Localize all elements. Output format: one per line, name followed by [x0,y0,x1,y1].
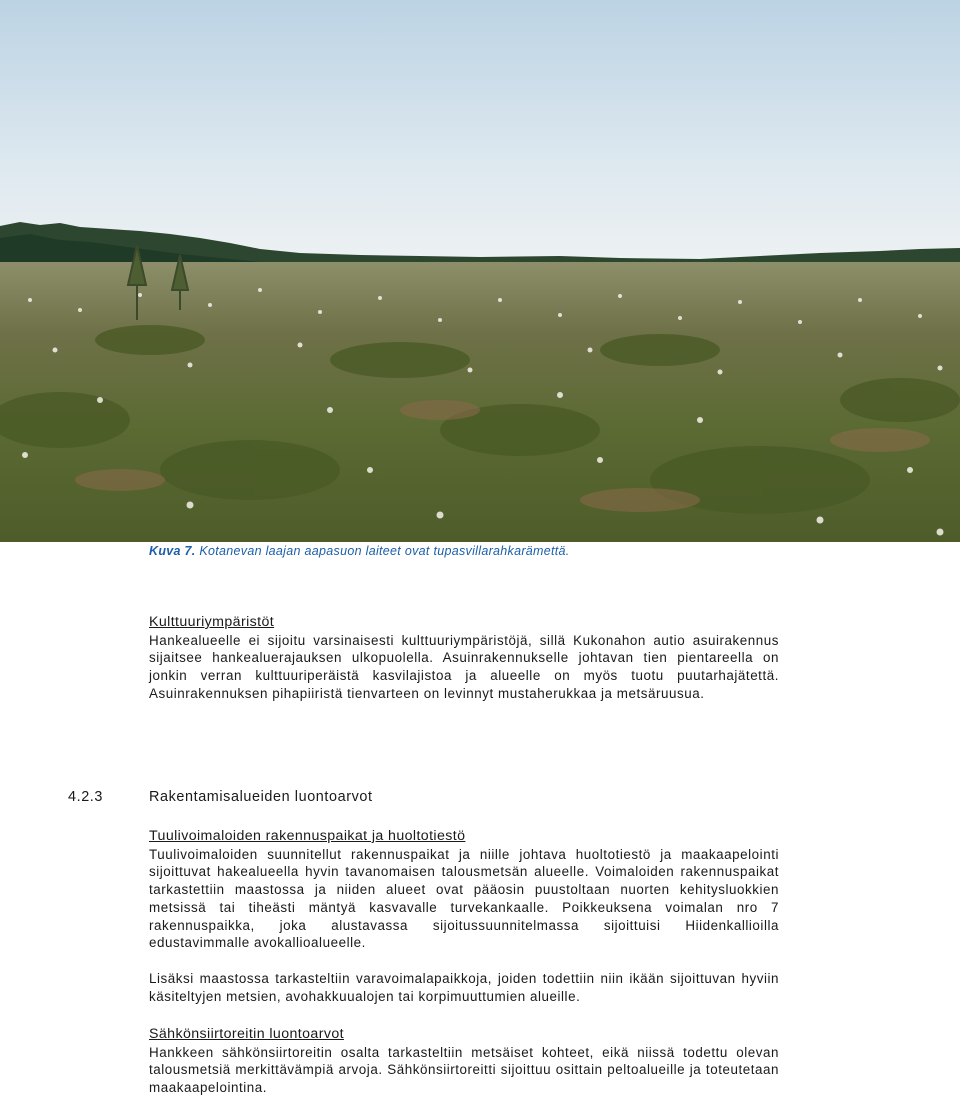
powerline-section [149,1026,779,1097]
section-title: Rakentamisalueiden luontoarvot [149,789,373,805]
cultural-paragraph: Hankealueelle ei sijoitu varsinaisesti kulttuuriympäristöjä, sillä Kukonahon autio asuirakennus sijaitsee hankealuerajauksen ulkopuolella. Asuinrakennukselle johtavan tien pientareella on jonkin verran kulttuuriperäistä kasvilajistoa ja alueelle on myös tuotu puutarhajätettä. Asuinrakennuksen pihapiiristä tienvarteen on levinnyt mustaherukkaa ja metsäruusua. [149,632,779,701]
turbine-section [149,828,779,1005]
cultural-heading: Kulttuuriympäristöt [149,614,275,630]
turbine-heading: Tuulivoimaloiden rakennuspaikat ja huoltotiestö [149,828,466,844]
turbine-paragraph-1: Tuulivoimaloiden suunnitellut rakennuspaikat ja niille johtava huoltotiestö ja maakaapelointi sijoittuvat hakealueella hyvin tavanomaisen talousmetsän alueelle. Voimaloiden rakennuspaikat tarkastettiin maastossa ja niiden alueet ovat pääosin puustoltaan nuorten kehitysluokkien metsissä tai tiheästi mäntyä kasvavalle turvekankaalle. Poikkeuksena voimalan nro 7 rakennuspaikka, joka alustavassa sijoitussuunnitelmassa sijoittuisi Hiidenkallioilla edustavimmalle avokallioalueelle. [149,846,779,951]
bog-landscape-photo [0,0,960,542]
figure-caption-text: Kotanevan laajan aapasuon laiteet ovat tupasvillarahkarämettä. [199,544,570,558]
turbine-paragraph-2: Lisäksi maastossa tarkasteltiin varavoimalapaikkoja, joiden todettiin niin ikään sijoittuvan hyviin käsiteltyjen metsien, avohakkuualojen tai korpimuuttumien alueille. [149,970,779,1004]
figure-caption [149,543,929,559]
section-number: 4.2.3 [68,789,104,805]
cultural-section [149,614,779,703]
sky [0,0,960,270]
powerline-paragraph: Hankkeen sähkönsiirtoreitin osalta tarkasteltiin metsäiset kohteet, eikä niissä todettu olevan talousmetsiä merkittävämpiä arvoja. Sähkönsiirtoreitti sijoittuu osittain peltoalueille ja toteutetaan maakaapelointina. [149,1044,779,1096]
figure-label: Kuva 7. [149,544,196,558]
powerline-heading: Sähkönsiirtoreitin luontoarvot [149,1026,344,1042]
